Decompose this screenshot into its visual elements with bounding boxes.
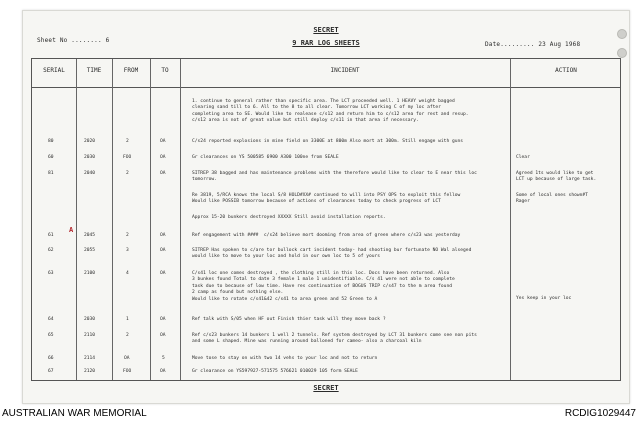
row-to: 5 xyxy=(162,356,165,361)
col-divider xyxy=(76,59,77,380)
col-incident: INCIDENT xyxy=(330,67,360,74)
row-action: Yes keep in your loc xyxy=(516,296,572,301)
row-serial: 61 xyxy=(48,233,54,238)
row-to: OA xyxy=(160,233,166,238)
record-id: RCDIG1029447 xyxy=(564,408,636,419)
row-time: 2040 xyxy=(84,171,96,176)
col-divider xyxy=(112,59,113,380)
row-incident: C/s41 loc one comes destroyed , the clothing still in this loc. Docs have been returned. Also 3 bunkes found Total to date 3 female 1 male 1 unidentifiable. C/s 41 were not able to complete task due to because of low time. Have res continuation of BOGUS TRIP c/s47 to the m area found 2 camp as found but nothing else. Would like to rotate c/s41&42 c/s41 to area green and 52 Green to A xyxy=(192,271,455,302)
row-to: OA xyxy=(160,155,166,160)
sheet-number-value: 6 xyxy=(105,37,110,44)
row-incident: Re 3819, 5/RCA knows the local S/8 HOLD#XX# continued to will into PSY OPS to exploit this fellow Would like POSSIB tomorrow because of actions of clearances today to check progress of LCT xyxy=(192,193,461,205)
row-time: 2110 xyxy=(84,333,96,338)
log-table xyxy=(31,58,621,381)
table-header xyxy=(32,59,620,88)
row-incident: C/s24 reported explosions in mine field on 3300E at 800m Also mort at 300m. Still engage with guns xyxy=(192,139,464,144)
row-time: 2120 xyxy=(84,369,96,374)
row-action: Clear xyxy=(516,155,530,160)
row-from: 1 xyxy=(126,317,129,322)
archive-caption: AUSTRALIAN WAR MEMORIAL xyxy=(2,408,147,419)
classification-top: SECRET xyxy=(313,26,339,34)
row-from: FOO xyxy=(123,369,132,374)
row-from: 2 xyxy=(126,233,129,238)
row-action: Agreed 1ts would like to get LCT up because of large task. xyxy=(516,171,597,183)
col-to: TO xyxy=(161,67,169,74)
row-time: 2020 xyxy=(84,139,96,144)
row-incident: SITREP 38 bagged and has maintenance problems with the therefore would like to clear to E near this loc tomorrow. xyxy=(192,171,477,183)
log-sheet-page xyxy=(22,10,630,404)
row-serial: 62 xyxy=(48,248,54,253)
row-serial: 60 xyxy=(48,155,54,160)
row-from: 2 xyxy=(126,139,129,144)
row-from: 2 xyxy=(126,333,129,338)
row-to: OA xyxy=(160,369,166,374)
row-from: OA xyxy=(124,356,130,361)
row-time: 2114 xyxy=(84,356,96,361)
handwritten-mark: A xyxy=(69,226,74,234)
row-time: 2030 xyxy=(84,155,96,160)
row-incident: Gr clearance on YS597927-571575 576621 010029 105 form SEALE xyxy=(192,369,358,374)
row-time: 2030 xyxy=(84,317,96,322)
page-title: 9 RAR LOG SHEETS xyxy=(292,39,360,47)
col-divider xyxy=(510,59,511,380)
row-to: OA xyxy=(160,171,166,176)
date-label: Date......... xyxy=(485,41,535,48)
col-divider xyxy=(150,59,151,380)
date-value: 23 Aug 1968 xyxy=(538,41,581,48)
row-incident: Gr clearances on YS 500585 6900 A300 100ne from SEALE xyxy=(192,155,339,160)
col-serial: SERIAL xyxy=(43,67,65,74)
row-to: OA xyxy=(160,333,166,338)
row-from: FOO xyxy=(123,155,132,160)
col-from: FROM xyxy=(123,67,139,74)
binder-hole-bottom xyxy=(617,48,627,58)
col-divider xyxy=(180,59,181,380)
row-time: 2055 xyxy=(84,248,96,253)
row-incident: Approx 15-20 bunkers destroyed XXXXX Still avoid installation reports. xyxy=(192,215,386,220)
row-incident: Ref talk with S/05 when HF out Finish thier task will they move back ? xyxy=(192,317,386,322)
row-serial: 81 xyxy=(48,171,54,176)
row-from: 4 xyxy=(126,271,129,276)
col-time: TIME xyxy=(86,67,102,74)
row-serial: 64 xyxy=(48,317,54,322)
row-to: OA xyxy=(160,248,166,253)
classification-bottom: SECRET xyxy=(313,384,339,392)
row-incident: 1. continue to general rather than specific area. The LCT proceeded well. 1 HEAVY weight bagged clearing sand till to 6. All to the 8 to all clear. Tomorrow LCT working C of my loc after completing area to SE. Would like to realease c/s12 and return him to c/s12 area for rest and resup. c/s12 area is not of great value but still deploy c/s11 in that area if necessary. xyxy=(192,99,469,124)
row-serial: 65 xyxy=(48,333,54,338)
row-serial: 63 xyxy=(48,271,54,276)
row-incident: Ref engagement with #### c/s24 believe mort dooming from area of green where c/s23 was yesterday xyxy=(192,233,461,238)
row-serial: 80 xyxy=(48,139,54,144)
row-from: 3 xyxy=(126,248,129,253)
row-incident: Move tose to stay on with two 14 vehs to your loc and not to return xyxy=(192,356,378,361)
row-incident: SITREP Has spoken to c/are tor bullock cart incident today- had shooting bur fortunate NO Wal alseged would like to move to your loc and hold in our own loc to 5 of yours xyxy=(192,248,472,260)
sheet-label: Sheet No ........ xyxy=(37,37,102,44)
row-incident: Ref c/s23 bunkers 14 bunkers 1 well 2 tunnels. Ref system destroyed by LCT 31 bunkers come see non pits and some L shaped. Mine was running around balloned for cameo- also a charcoal kiln xyxy=(192,333,477,345)
row-serial: 67 xyxy=(48,369,54,374)
col-action: ACTION xyxy=(555,67,577,74)
row-time: 2100 xyxy=(84,271,96,276)
row-to: OA xyxy=(160,271,166,276)
row-action: Some of local ones shown#T Rager xyxy=(516,193,588,205)
row-to: OA xyxy=(160,317,166,322)
row-time: 2045 xyxy=(84,233,96,238)
row-to: OA xyxy=(160,139,166,144)
row-serial: 66 xyxy=(48,356,54,361)
row-from: 2 xyxy=(126,171,129,176)
